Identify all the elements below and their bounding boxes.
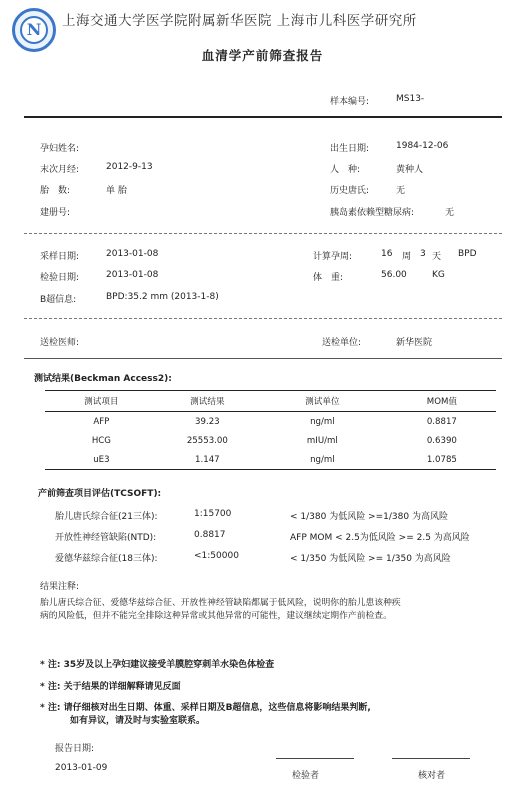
conclusion-text-line2: 病的风险低，但并不能完全排除这种异常或其他异常的可能性，建议继续定期作产前检查。 — [40, 611, 392, 621]
checker-label: 核对者 — [418, 771, 446, 781]
results-header-row — [45, 391, 496, 412]
lmp-value: 2012-9-13 — [106, 162, 153, 172]
header-divider — [24, 116, 502, 118]
table-row — [45, 431, 496, 450]
report-date-value: 2013-01-09 — [55, 763, 108, 773]
table-cell: 0.6390 — [426, 435, 457, 446]
section-divider — [24, 233, 502, 234]
table-cell: HCG — [91, 435, 111, 446]
gestational-method: BPD — [458, 249, 477, 259]
test-date-label: 检验日期: — [40, 273, 80, 283]
table-cell: 0.8817 — [426, 416, 457, 427]
risk-name-ntd: 开放性神经管缺陷(NTD): — [55, 533, 157, 543]
weight-value: 56.00 — [381, 270, 407, 280]
table-cell: 1.147 — [158, 450, 257, 470]
file-number-label: 建册号: — [40, 208, 71, 218]
gestational-weeks: 16 — [381, 249, 393, 259]
results-heading: 测试结果(Beckman Access2): — [34, 374, 172, 384]
ultrasound-label: B超信息: — [40, 295, 77, 305]
gestational-age-label: 计算孕周: — [313, 252, 353, 262]
checker-signature-line — [392, 758, 470, 759]
gestational-days: 3 — [420, 249, 426, 259]
institution-name: 上海交通大学医学院附属新华医院 上海市儿科医学研究所 — [62, 13, 417, 29]
note-verify-line1: * 注: 请仔细核对出生日期、体重、采样日期及B超信息，这些信息将影响结果判断, — [40, 703, 371, 713]
column-header: 测试结果 — [158, 391, 257, 412]
inspector-signature-line — [276, 758, 354, 759]
test-date-value: 2013-01-08 — [106, 270, 159, 280]
birth-date-label: 出生日期: — [330, 144, 370, 154]
birth-date-value: 1984-12-06 — [396, 141, 449, 151]
down-history-label: 历史唐氏: — [330, 186, 370, 196]
column-header: 测试单位 — [257, 391, 388, 412]
collect-date-value: 2013-01-08 — [106, 249, 159, 259]
table-row — [45, 412, 496, 432]
table-row — [45, 450, 496, 470]
risk-heading: 产前筛查项目评估(TCSOFT): — [38, 489, 162, 499]
table-cell: AFP — [93, 416, 110, 427]
section-divider — [24, 358, 502, 359]
patient-name-label: 孕妇姓名: — [40, 144, 80, 154]
conclusion-heading: 结果注释: — [40, 582, 80, 592]
race-label: 人 种: — [330, 165, 361, 175]
note-explanation: * 注: 关于结果的详细解释请见反面 — [40, 682, 181, 692]
risk-criterion-ntd: AFP MOM < 2.5为低风险 >= 2.5 为高风险 — [290, 533, 470, 543]
conclusion-text-line1: 胎儿唐氏综合征、爱德华兹综合征、开放性神经管缺陷都属于低风险，说明你的胎儿患该种疾 — [40, 598, 401, 608]
gestational-week-unit: 周 — [402, 252, 412, 262]
submit-unit-label: 送检单位: — [322, 338, 362, 348]
down-history-value: 无 — [396, 186, 406, 196]
race-value: 黄种人 — [396, 165, 424, 175]
section-divider — [24, 318, 502, 319]
table-cell: 1.0785 — [388, 450, 496, 470]
weight-unit: KG — [432, 270, 445, 280]
diabetes-label: 胰岛素依赖型糖尿病: — [330, 208, 415, 218]
table-cell: ng/ml — [310, 416, 335, 427]
report-title: 血清学产前筛查报告 — [201, 48, 324, 63]
table-cell: 39.23 — [195, 416, 220, 427]
lmp-label: 末次月经: — [40, 165, 80, 175]
fetus-count-value: 单 胎 — [106, 186, 127, 196]
risk-criterion-trisomy18: < 1/350 为低风险 >= 1/350 为高风险 — [290, 554, 451, 564]
fetus-count-label: 胎 数: — [40, 186, 71, 196]
inspector-label: 检验者 — [292, 771, 320, 781]
risk-name-trisomy21: 胎儿唐氏综合征(21三体): — [55, 512, 158, 522]
table-cell: mIU/ml — [306, 435, 338, 446]
table-cell: ng/ml — [257, 450, 388, 470]
table-cell: 25553.00 — [186, 435, 228, 446]
risk-value-trisomy21: 1:15700 — [194, 509, 232, 519]
diabetes-value: 无 — [445, 208, 455, 218]
sample-number-label: 样本编号: — [330, 97, 370, 107]
risk-value-ntd: 0.8817 — [194, 530, 226, 540]
gestational-day-unit: 天 — [432, 252, 442, 262]
risk-criterion-trisomy21: < 1/380 为低风险 >=1/380 为高风险 — [290, 512, 448, 522]
doctor-label: 送检医师: — [40, 338, 80, 348]
risk-name-trisomy18: 爱德华兹综合征(18三体): — [55, 554, 158, 564]
ultrasound-value: BPD:35.2 mm (2013-1-8) — [106, 292, 219, 302]
column-header: 测试项目 — [45, 391, 158, 412]
seal-glyph: N — [20, 16, 48, 44]
results-table — [45, 390, 496, 470]
collect-date-label: 采样日期: — [40, 252, 80, 262]
sample-number-value: MS13- — [396, 94, 425, 104]
risk-value-trisomy18: <1:50000 — [194, 551, 239, 561]
note-verify-line2: 如有异议，请及时与实验室联系。 — [70, 716, 206, 726]
submit-unit-value: 新华医院 — [396, 338, 433, 348]
note-amniocentesis: * 注: 35岁及以上孕妇建议接受羊膜腔穿刺羊水染色体检查 — [40, 660, 275, 670]
column-header: MOM值 — [388, 391, 496, 412]
weight-label: 体 重: — [313, 273, 344, 283]
report-date-label: 报告日期: — [55, 744, 95, 754]
table-cell: uE3 — [45, 450, 158, 470]
